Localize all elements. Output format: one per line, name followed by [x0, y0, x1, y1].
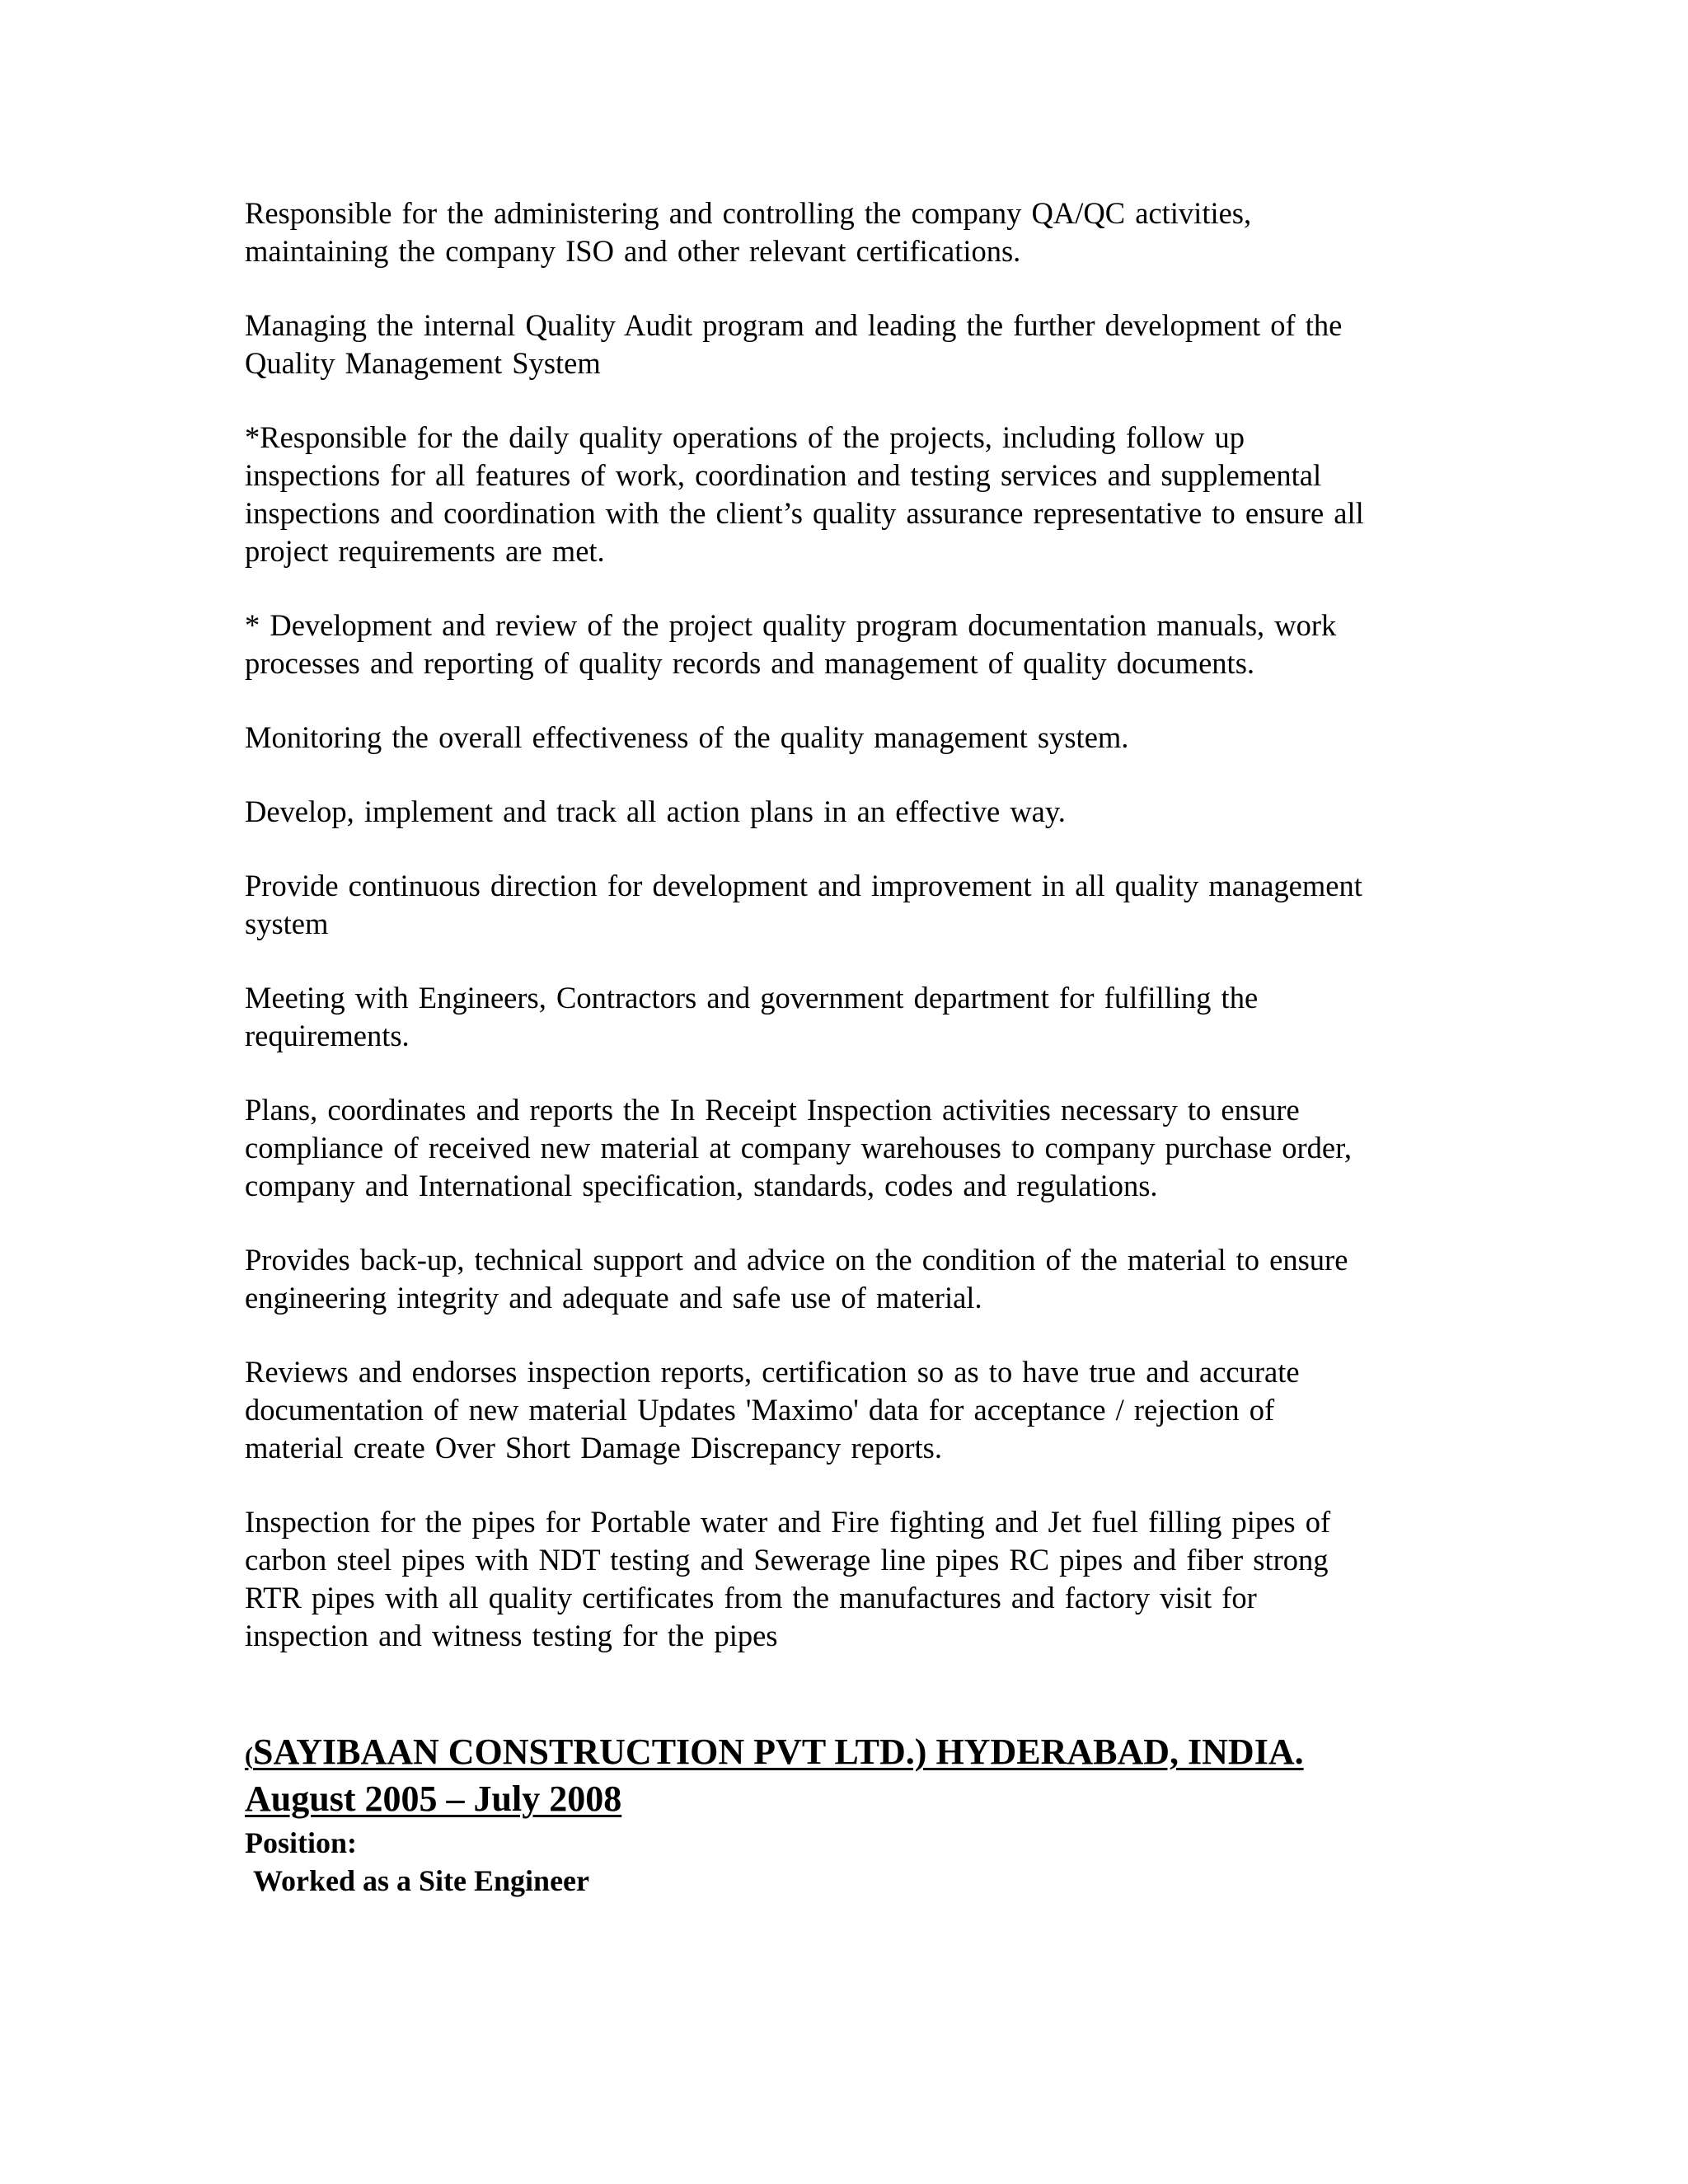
position-value: Worked as a Site Engineer [253, 1864, 590, 1897]
position-label: Position: [245, 1826, 358, 1859]
paragraph-continuous-direction: Provide continuous direction for development and improvement in all quality management system [245, 869, 1362, 940]
company-name: SAYIBAAN CONSTRUCTION PVT LTD.) HYDERABAD, INDIA. [253, 1732, 1304, 1772]
paragraph-qaqc-responsibility: Responsible for the administering and controlling the company QA/QC activities, maintaining the company ISO and other relevant certifications. [245, 196, 1252, 268]
paragraph-monitoring: Monitoring the overall effectiveness of the quality management system. [245, 720, 1129, 754]
paragraph-receipt-inspection: Plans, coordinates and reports the In Receipt Inspection activities necessary to ensure compliance of received new material at company warehouses to company purchase order, company and International specification, standards, codes and regulations. [245, 1093, 1352, 1202]
paragraph-documentation: * Development and review of the project quality program documentation manuals, work processes and reporting of quality records and management of quality documents. [245, 608, 1337, 680]
employment-entry [245, 1731, 1481, 1900]
paragraph-daily-operations: *Responsible for the daily quality operations of the projects, including follow up inspections for all features of work, coordination and testing services and supplemental inspections and coordination with the client’s quality assurance representative to ensure all project requirements are met. [245, 420, 1364, 568]
paragraph-meetings: Meeting with Engineers, Contractors and government department for fulfilling the requirements. [245, 981, 1259, 1052]
paragraph-reports-review: Reviews and endorses inspection reports, certification so as to have true and accurate documentation of new material Updates 'Maximo' data for acceptance / rejection of material create Over Short Damage Discrepancy reports. [245, 1355, 1300, 1465]
paragraph-technical-support: Provides back-up, technical support and advice on the condition of the material to ensure engineering integrity and adequate and safe use of material. [245, 1243, 1348, 1315]
responsibilities-section [245, 194, 1448, 1655]
company-heading [245, 1731, 1481, 1778]
paragraph-action-plans: Develop, implement and track all action plans in an effective way. [245, 794, 1066, 828]
paragraph-pipe-inspection: Inspection for the pipes for Portable water and Fire fighting and Jet fuel filling pipes of carbon steel pipes with NDT testing and Sewerage line pipes RC pipes and fiber strong RTR pipes with all quality certificates from the manufactures and factory visit for inspection and witness testing for the pipes [245, 1505, 1331, 1652]
company-paren: ( [245, 1742, 253, 1769]
paragraph-quality-audit: Managing the internal Quality Audit program and leading the further development of the Quality Management System [245, 308, 1343, 380]
employment-dates: August 2005 – July 2008 [245, 1779, 622, 1819]
